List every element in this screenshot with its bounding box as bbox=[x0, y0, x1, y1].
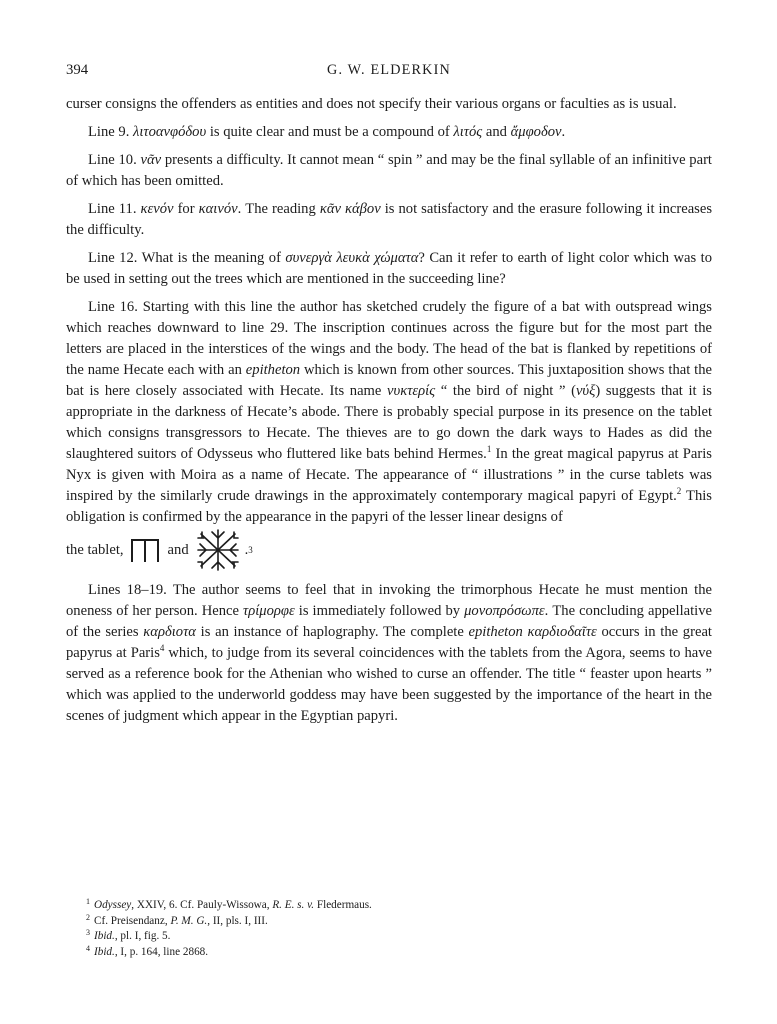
citation-title: R. E. s. v. bbox=[272, 899, 315, 911]
text-run: for bbox=[173, 201, 199, 217]
greek-term: νᾶν bbox=[140, 152, 162, 168]
linear-design-gate-icon bbox=[130, 537, 160, 563]
footnote-ref: 4 bbox=[159, 643, 165, 653]
text-run: is an instance of haplography. The complete bbox=[195, 624, 469, 640]
footnote-ref: 2 bbox=[676, 486, 682, 496]
paragraph-line-9 bbox=[66, 122, 712, 143]
text-run: and bbox=[167, 541, 189, 558]
footnote-number: 2 bbox=[86, 912, 90, 922]
footnotes bbox=[86, 898, 706, 960]
footnote-2 bbox=[86, 914, 706, 930]
page-header bbox=[66, 60, 712, 81]
citation-text: Fledermaus. bbox=[314, 899, 372, 911]
citation-text: , pl. I, fig. 5. bbox=[114, 930, 171, 943]
citation-title: Ibid. bbox=[94, 945, 115, 958]
footnote-number: 3 bbox=[86, 928, 90, 938]
footnote-ref: 1 bbox=[486, 444, 492, 454]
text-run: and bbox=[482, 124, 511, 140]
footnote-3 bbox=[86, 929, 706, 945]
footnote-number: 4 bbox=[86, 943, 90, 953]
greek-term: λιτός bbox=[453, 124, 483, 140]
greek-term: μονοπρόσωπε bbox=[464, 603, 545, 619]
text-run: presents a difficulty. It cannot mean “ spin ” and may be the final syllable of an infinitive part of which has been omitted. bbox=[66, 152, 712, 189]
paragraph-0 bbox=[66, 94, 712, 115]
text-run: Line 12. What is the meaning of bbox=[88, 250, 286, 266]
paragraph-lines-18-19 bbox=[66, 580, 712, 727]
text-run: is quite clear and must be a compound of bbox=[206, 124, 454, 140]
paragraph-line-10 bbox=[66, 150, 712, 192]
text-run: which is known from other sources. This juxtaposition shows that the bat is here closely associated with Hecate. Its name bbox=[66, 362, 713, 399]
body-text bbox=[66, 94, 712, 734]
text-run: . The reading bbox=[237, 201, 320, 217]
citation-title: Odyssey bbox=[94, 899, 132, 911]
citation-title: P. M. G. bbox=[170, 914, 208, 927]
greek-term: συνεργὰ λευκὰ χώματα bbox=[285, 250, 419, 266]
footnote-number: 1 bbox=[86, 897, 90, 906]
paragraph-line-16-tail: the tablet, and . 3 bbox=[66, 528, 712, 572]
text-run: which, to judge from its several coincidences with the tablets from the Agora, seems to have served as a reference book for the Athenian who wished to curse an offender. The title “ feaster upon hearts ” which was applied to the underworld goddess may have been suggested by the importance of the heart in the scenes of judgment which appear in the Egyptian papyri. bbox=[66, 645, 712, 724]
text-run: is not satisfactory and the erasure following it increases the difficulty. bbox=[66, 201, 713, 238]
text-run: . bbox=[561, 124, 566, 140]
text-run: ) suggests that it is appropriate in the darkness of Hecate’s abode. There is probably special purpose in its presence on the tablet which consigns transgressors to Hecate. The thieves are to go down the dark ways to Hades as did the slaughtered suitors of Odysseus who fluttered like bats behind Hermes. bbox=[66, 383, 712, 462]
greek-term: καινόν bbox=[198, 201, 238, 217]
paragraph-line-16 bbox=[66, 297, 712, 528]
text-run: . The concluding appellative of the series bbox=[66, 603, 712, 640]
linear-design-star-icon bbox=[193, 527, 243, 573]
text-run: . bbox=[244, 541, 249, 558]
text-run: “ the bird of night ” ( bbox=[435, 383, 576, 399]
citation-title: Ibid. bbox=[94, 930, 115, 943]
text-run: Line 11. bbox=[88, 201, 141, 217]
greek-term: λιτοανφόδου bbox=[133, 124, 207, 140]
text-run: Line 9. bbox=[88, 124, 133, 140]
citation-text: , II, pls. I, III. bbox=[207, 914, 268, 927]
citation-text: , I, p. 164, line 2868. bbox=[114, 945, 209, 958]
text-run: Line 16. Starting with this line the author has sketched crudely the figure of a bat with outspread wings which reaches downward to line 29. The inscription continues across the figure but for the most part the letters are placed in the interstices of the wings and the body. The head of the bat is flanked by repetitions of the name Hecate each with an bbox=[66, 299, 712, 378]
paragraph-text: curser consigns the offenders as entities and does not specify their various organs or faculties as is usual. bbox=[66, 96, 677, 112]
text-run: is immediately followed by bbox=[294, 603, 465, 619]
greek-term: κενόν bbox=[140, 201, 174, 217]
greek-term: ἄμφοδον bbox=[510, 124, 562, 140]
paragraph-line-12 bbox=[66, 248, 712, 290]
italic-term: epitheton bbox=[468, 624, 523, 640]
italic-term: epitheton bbox=[245, 362, 301, 378]
greek-term: κᾶν κάβον bbox=[319, 201, 381, 217]
text-run: Lines 18–19. The author seems to feel that in invoking the trimorphous Hecate he must mention the oneness of her person. Hence bbox=[66, 582, 712, 619]
running-head: G. W. ELDERKIN bbox=[327, 62, 451, 78]
greek-term: καρδιοτα bbox=[143, 624, 196, 640]
text-run: This obligation is confirmed by the appearance in the papyri of the lesser linear designs of bbox=[66, 488, 712, 525]
footnote-4 bbox=[86, 945, 706, 961]
footnote-1 bbox=[86, 898, 706, 914]
paragraph-line-11 bbox=[66, 199, 712, 241]
greek-term: καρδιοδαῖτε bbox=[527, 624, 597, 640]
greek-term: νύξ bbox=[575, 383, 596, 399]
text-run: Line 10. bbox=[88, 152, 141, 168]
page-number: 394 bbox=[66, 62, 89, 78]
text-run: In the great magical papyrus at Paris Nyx is given with Moira as a name of Hecate. The appearance of “ illustrations ” in the curse tablets was inspired by the similarly crude drawings in the approximately contemporary magical papyri of Egypt. bbox=[66, 446, 712, 504]
text-run: ? Can it refer to earth of light color which was to be used in setting out the trees which are mentioned in the succeeding line? bbox=[66, 250, 712, 287]
citation-text: Cf. Preisendanz, bbox=[94, 914, 171, 927]
citation-text: , XXIV, 6. Cf. Pauly-Wissowa, bbox=[131, 899, 273, 911]
text-run: the tablet, bbox=[66, 541, 124, 558]
text-run: occurs in the great papyrus at Paris bbox=[66, 624, 712, 661]
greek-term: τρίμορφε bbox=[243, 603, 295, 619]
greek-term: νυκτερίς bbox=[387, 383, 436, 399]
